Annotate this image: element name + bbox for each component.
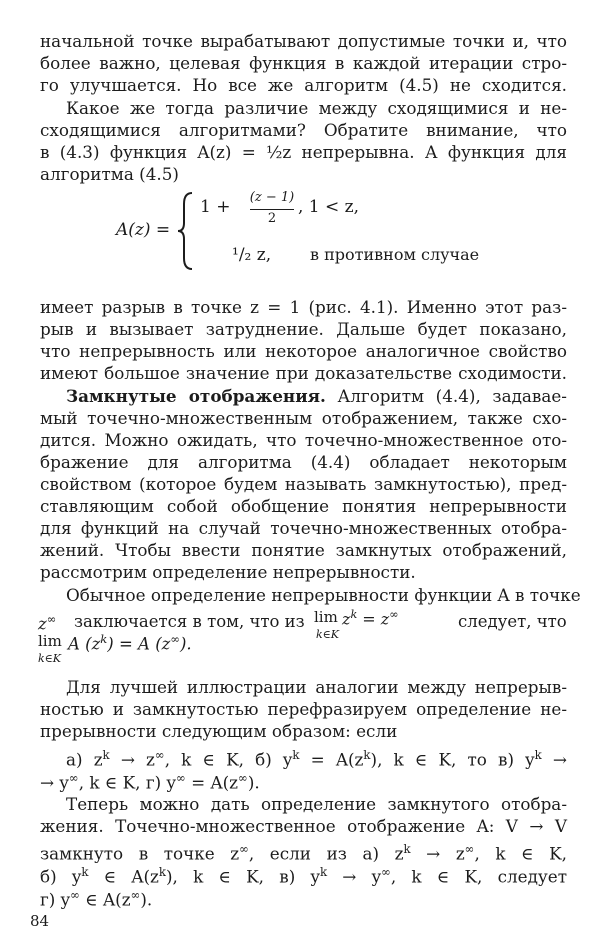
formula-case1-one: 1 + bbox=[200, 197, 231, 217]
formula-case2-expr: ¹/₂ z, bbox=[232, 245, 272, 265]
z-inf: z∞ bbox=[38, 612, 57, 634]
piecewise-formula bbox=[0, 190, 600, 290]
text-line: имеет разрыв в точке z = 1 (рис. 4.1). Именно этот раз- bbox=[40, 297, 567, 317]
formula-case1-condition: , 1 < z, bbox=[298, 197, 360, 217]
text-line: ставляющим собой обобщение понятия непрерывности bbox=[40, 496, 567, 516]
text-line: сходящимися алгоритмами? Обратите внимание, что bbox=[40, 120, 567, 140]
lim-expression: $z^k = z^\infty$ bbox=[342, 608, 399, 629]
text-line: замкнуто в точке z∞, если из а) $z^k \to z^\infty$, k ∈ K, bbox=[40, 842, 568, 864]
text-fragment: заключается в том, что из bbox=[74, 612, 305, 631]
condition-row: а) $z^k \to z^\infty$, k ∈ K, б) $y^k = A(z^k)$, k ∈ K, то в) $y^k$ → bbox=[66, 748, 567, 770]
text-line: бражение для алгоритма (4.4) обладает некоторым bbox=[40, 452, 567, 472]
page-number: 84 bbox=[30, 912, 50, 930]
text-line: г) y∞ ∈ A(z∞). bbox=[40, 888, 153, 910]
text-line: для функций на случай точечно-множественных отобра- bbox=[40, 518, 567, 538]
condition-row: → y∞, k ∈ K, г) y∞ = A(z∞). bbox=[40, 771, 260, 793]
text-line: Какое же тогда различие между сходящимися и не- bbox=[66, 98, 567, 118]
text-line: б) $y^k$ ∈ $A(z^k)$, k ∈ K, в) $y^k \to y^\infty$, k ∈ K, следует bbox=[40, 865, 567, 887]
formula-case1-numerator: (z − 1) bbox=[249, 190, 295, 205]
text-line: дится. Можно ожидать, что точечно-множественное ото- bbox=[40, 430, 567, 450]
text-line: ностью и замкнутостью перефразируем определение не- bbox=[40, 699, 567, 719]
text-line: прерывности следующим образом: если bbox=[40, 721, 398, 741]
lim-subscript: k∈K bbox=[316, 628, 340, 641]
text-fragment: следует, что bbox=[458, 612, 567, 631]
lim-subscript: k∈K bbox=[38, 652, 62, 665]
text-line: имеют большое значение при доказательстве сходимости. bbox=[40, 363, 567, 383]
text-line: Теперь можно дать определение замкнутого отобра- bbox=[66, 794, 567, 814]
text-line: жения. Точечно-множественное отображение A: V → V bbox=[40, 816, 567, 836]
text-line: рыв и вызывает затруднение. Дальше будет показано, bbox=[40, 319, 567, 339]
text-line: рассмотрим определение непрерывности. bbox=[40, 562, 416, 582]
formula-lhs: A(z) = bbox=[116, 220, 171, 240]
fraction-bar bbox=[250, 209, 294, 210]
section-heading: Замкнутые отображения. bbox=[66, 386, 326, 406]
formula-case1-denominator: 2 bbox=[267, 211, 277, 226]
text-line: го улучшается. Но все же алгоритм (4.5) не сходится. bbox=[40, 75, 567, 95]
lim-expression: A $(z^k) = A$ (z∞). bbox=[68, 632, 192, 654]
lim-symbol: lim bbox=[314, 608, 338, 626]
text-line: жений. Чтобы ввести понятие замкнутых отображений, bbox=[40, 540, 567, 560]
text-line: Замкнутые отображения. Алгоритм (4.4), задавае- bbox=[66, 386, 567, 406]
text-line: Для лучшей иллюстрации аналогии между непрерыв- bbox=[66, 677, 567, 697]
brace-icon bbox=[176, 190, 196, 272]
text-line: Обычное определение непрерывности функции A в точке bbox=[66, 585, 581, 605]
text-line: более важно, целевая функция в каждой итерации стро- bbox=[40, 53, 567, 73]
text-line: что непрерывность или некоторое аналогичное свойство bbox=[40, 341, 567, 361]
lim-symbol: lim bbox=[38, 632, 62, 650]
formula-case2-condition: в противном случае bbox=[310, 245, 480, 264]
text-line: свойством (которое будем называть замкнутостью), пред- bbox=[40, 474, 567, 494]
text-line: алгоритма (4.5) bbox=[40, 164, 179, 184]
text-line: начальной точке вырабатывают допустимые точки и, что bbox=[40, 31, 567, 51]
text-line: мый точечно-множественным отображением, также схо- bbox=[40, 408, 567, 428]
text-line: в (4.3) функция A(z) = ½z непрерывна. А функция для bbox=[40, 142, 567, 162]
